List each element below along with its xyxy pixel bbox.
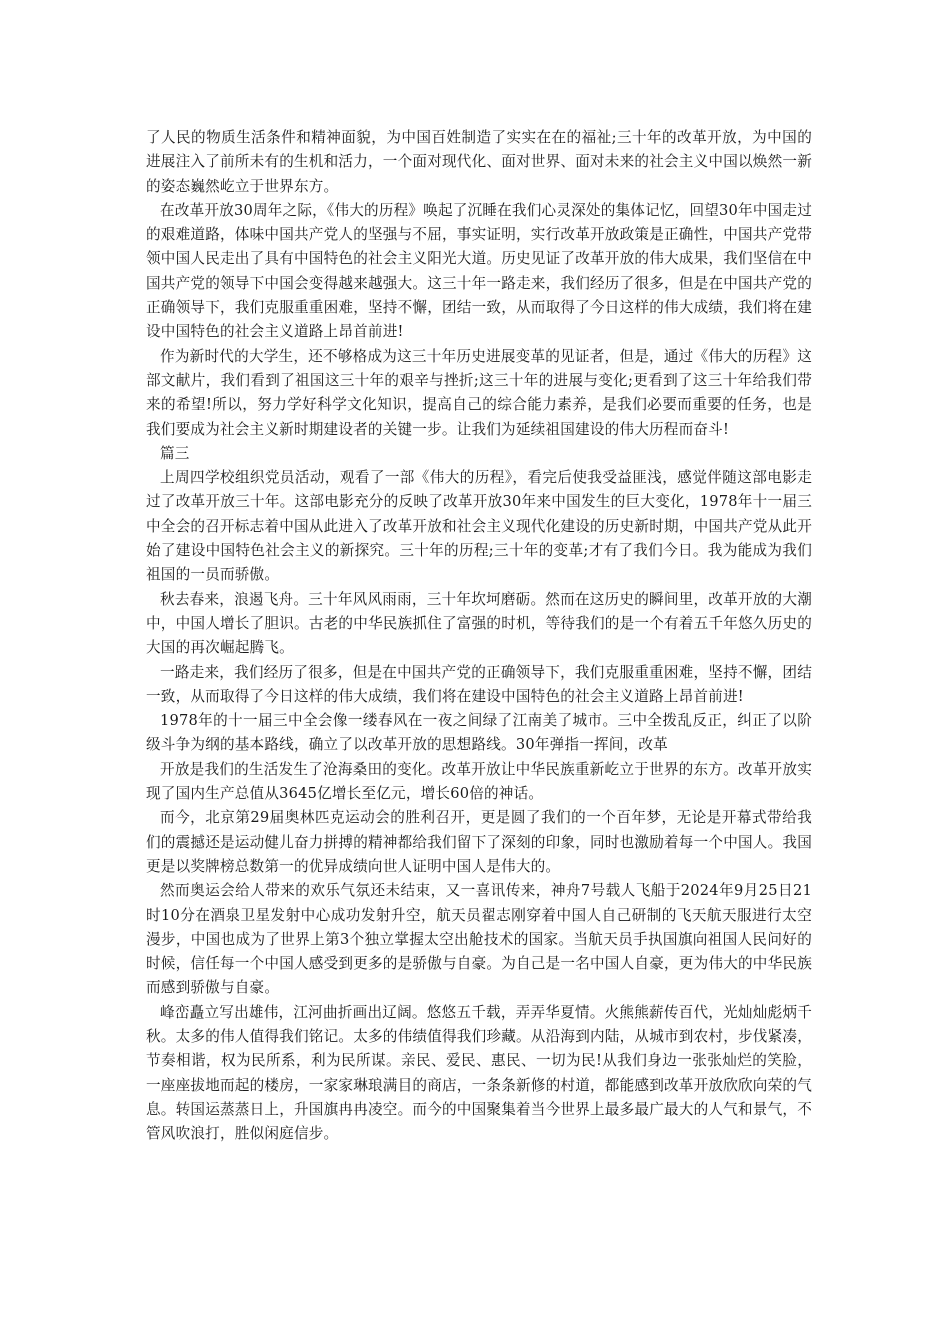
paragraph: 在改革开放30周年之际，《伟大的历程》唤起了沉睡在我们心灵深处的集体记忆，回望30年中国走过的艰难道路，体味中国共产党人的坚强与不屈，事实证明，实行改革开放政策是正确性，中国共产党带领中国人民走出了具有中国特色的社会主义阳光大道。历史见证了改革开放的伟大成果，我们坚信在中国共产党的领导下中国会变得越来越强大。这三十年一路走来，我们经历了很多，但是在中国共产党的正确领导下，我们克服重重困难，坚持不懈，团结一致，从而取得了今日这样的伟大成绩，我们将在建设中国特色的社会主义道路上昂首前进! (146, 201, 812, 341)
section-heading: 篇三 (160, 444, 190, 462)
paragraph: 1978年的十一届三中全会像一缕春风在一夜之间绿了江南美了城市。三中全拨乱反正，纠正了以阶级斗争为纲的基本路线，确立了以改革开放的思想路线。30年弹指一挥间，改革 (146, 712, 812, 754)
paragraph: 作为新时代的大学生，还不够格成为这三十年历史进展变革的见证者，但是，通过《伟大的历程》这部文献片，我们看到了祖国这三十年的艰辛与挫折;这三十年的进展与变化;更看到了这三十年给我们带来的希望!所以，努力学好科学文化知识，提高自己的综合能力素养，是我们必要而重要的任务，也是我们要成为社会主义新时期建设者的关键一步。让我们为延续祖国建设的伟大历程而奋斗! (146, 347, 812, 438)
paragraph: 上周四学校组织党员活动，观看了一部《伟大的历程》，看完后使我受益匪浅，感觉伴随这部电影走过了改革开放三十年。这部电影充分的反映了改革开放30年来中国发生的巨大变化，1978年十一届三中全会的召开标志着中国从此进入了改革开放和社会主义现代化建设的历史新时期，中国共产党从此开始了建设中国特色社会主义的新探究。三十年的历程;三十年的变革;才有了我们今日。我为能成为我们祖国的一员而骄傲。 (146, 469, 812, 584)
paragraph: 然而奥运会给人带来的欢乐气氛还未结束，又一喜讯传来，神舟7号载人飞船于2024年9月25日21时10分在酒泉卫星发射中心成功发射升空，航天员翟志刚穿着中国人自己研制的飞天航天服进行太空漫步，中国也成为了世界上第3个独立掌握太空出舱技术的国家。当航天员手执国旗向祖国人民问好的时候，信任每一个中国人感受到更多的是骄傲与自豪。为自己是一名中国人自豪，更为伟大的中华民族而感到骄傲与自豪。 (146, 882, 812, 997)
paragraph: 峰峦矗立写出雄伟，江河曲折画出辽阔。悠悠五千载，弄弄华夏情。火熊熊薪传百代，光灿灿彪炳千秋。太多的伟人值得我们铭记。太多的伟绩值得我们珍藏。从沿海到内陆，从城市到农村，步伐紧凑，节奏相谐，权为民所系，利为民所谋。亲民、爱民、惠民、一切为民!从我们身边一张张灿烂的笑脸，一座座拔地而起的楼房，一家家琳琅满目的商店，一条条新修的村道，都能感到改革开放欣欣向荣的气息。转国运蒸蒸日上，升国旗冉冉凌空。而今的中国聚集着当今世界上最多最广最大的人气和景气，不管风吹浪打，胜似闲庭信步。 (146, 1003, 812, 1143)
document-body (146, 126, 812, 1146)
paragraph: 一路走来，我们经历了很多，但是在中国共产党的正确领导下，我们克服重重困难，坚持不懈，团结一致，从而取得了今日这样的伟大成绩，我们将在建设中国特色的社会主义道路上昂首前进! (146, 663, 812, 705)
paragraph: 了人民的物质生活条件和精神面貌，为中国百姓制造了实实在在的福祉;三十年的改革开放，为中国的进展注入了前所未有的生机和活力，一个面对现代化、面对世界、面对未来的社会主义中国以焕然一新的姿态巍然屹立于世界东方。 (146, 129, 812, 195)
paragraph: 开放是我们的生活发生了沧海桑田的变化。改革开放让中华民族重新屹立于世界的东方。改革开放实现了国内生产总值从3645亿增长至亿元，增长60倍的神话。 (146, 760, 812, 803)
paragraph: 而今，北京第29届奥林匹克运动会的胜利召开，更是圆了我们的一个百年梦，无论是开幕式带给我们的震撼还是运动健儿奋力拼搏的精神都给我们留下了深刻的印象，同时也激励着每一个中国人。我国更是以奖牌榜总数第一的优异成绩向世人证明中国人是伟大的。 (146, 809, 812, 875)
paragraph: 秋去春来，浪遏飞舟。三十年风风雨雨，三十年坎坷磨砺。然而在这历史的瞬间里，改革开放的大潮中，中国人增长了胆识。古老的中华民族抓住了富强的时机，等待我们的是一个有着五千年悠久历史的大国的再次崛起腾飞。 (146, 590, 812, 657)
